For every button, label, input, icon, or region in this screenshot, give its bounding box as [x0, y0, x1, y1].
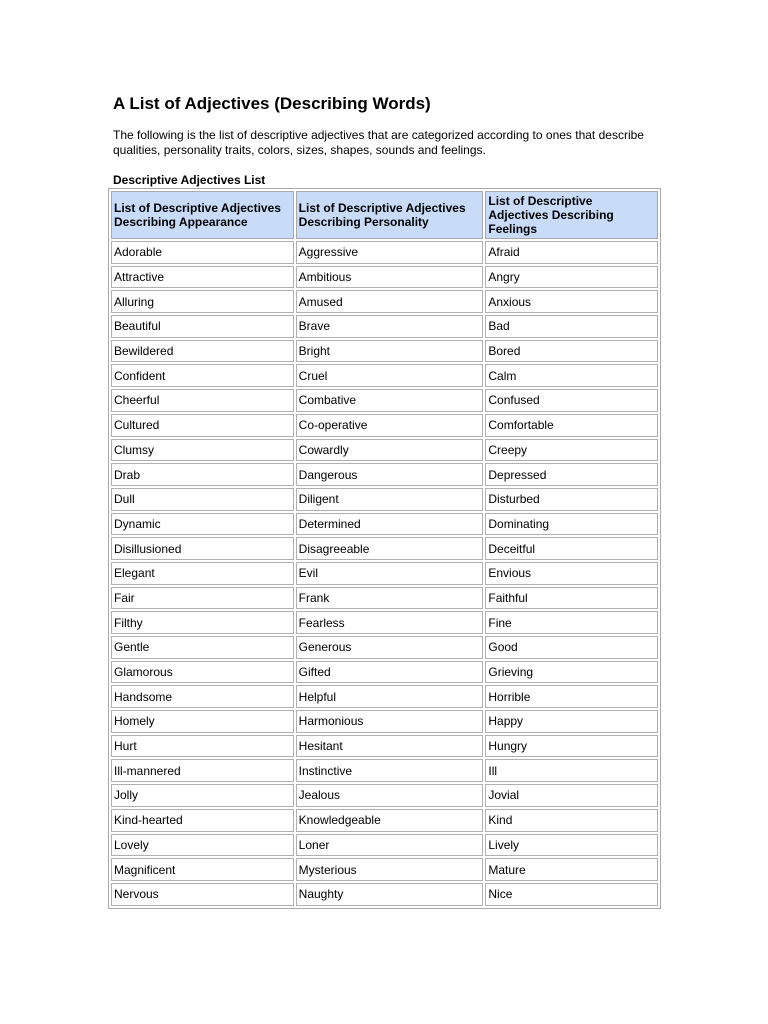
appearance-cell: Nervous: [111, 883, 294, 906]
table-row: [111, 883, 658, 906]
appearance-cell: Kind-hearted: [111, 809, 294, 832]
personality-cell: Determined: [296, 513, 484, 536]
table-row: [111, 685, 658, 708]
table-row: [111, 537, 658, 560]
appearance-cell: Hurt: [111, 735, 294, 758]
feelings-cell: Grieving: [485, 661, 658, 684]
personality-cell: Knowledgeable: [296, 809, 484, 832]
feelings-cell: Lively: [485, 834, 658, 857]
table-caption: Descriptive Adjectives List: [113, 173, 266, 187]
table-row: [111, 266, 658, 289]
appearance-cell: Beautiful: [111, 315, 294, 338]
personality-cell: Brave: [296, 315, 484, 338]
appearance-cell: Drab: [111, 463, 294, 486]
appearance-cell: Fair: [111, 587, 294, 610]
table-row: [111, 710, 658, 733]
appearance-cell: Dull: [111, 488, 294, 511]
feelings-cell: Creepy: [485, 439, 658, 462]
appearance-cell: Confident: [111, 364, 294, 387]
personality-cell: Helpful: [296, 685, 484, 708]
appearance-cell: Adorable: [111, 241, 294, 264]
table-body: [111, 241, 658, 906]
feelings-cell: Fine: [485, 611, 658, 634]
feelings-cell: Anxious: [485, 290, 658, 313]
personality-cell: Dangerous: [296, 463, 484, 486]
appearance-cell: Glamorous: [111, 661, 294, 684]
feelings-cell: Bad: [485, 315, 658, 338]
personality-cell: Generous: [296, 636, 484, 659]
appearance-cell: Homely: [111, 710, 294, 733]
appearance-cell: Magnificent: [111, 858, 294, 881]
appearance-cell: Lovely: [111, 834, 294, 857]
feelings-cell: Jovial: [485, 784, 658, 807]
table-row: [111, 735, 658, 758]
table-row: [111, 463, 658, 486]
appearance-cell: Cultured: [111, 414, 294, 437]
personality-cell: Disagreeable: [296, 537, 484, 560]
feelings-cell: Hungry: [485, 735, 658, 758]
appearance-cell: Attractive: [111, 266, 294, 289]
table-row: [111, 488, 658, 511]
table-header: [111, 191, 658, 239]
appearance-cell: Ill-mannered: [111, 759, 294, 782]
header-appearance: List of Descriptive Adjectives Describing Appearance: [111, 191, 294, 239]
appearance-cell: Dynamic: [111, 513, 294, 536]
header-feelings: List of Descriptive Adjectives Describing Feelings: [485, 191, 658, 239]
feelings-cell: Happy: [485, 710, 658, 733]
table-row: [111, 439, 658, 462]
table-row: [111, 562, 658, 585]
feelings-cell: Depressed: [485, 463, 658, 486]
personality-cell: Amused: [296, 290, 484, 313]
feelings-cell: Confused: [485, 389, 658, 412]
feelings-cell: Calm: [485, 364, 658, 387]
personality-cell: Co-operative: [296, 414, 484, 437]
personality-cell: Frank: [296, 587, 484, 610]
table-row: [111, 759, 658, 782]
feelings-cell: Angry: [485, 266, 658, 289]
personality-cell: Fearless: [296, 611, 484, 634]
personality-cell: Naughty: [296, 883, 484, 906]
intro-paragraph: The following is the list of descriptive adjectives that are categorized according to ones that describe qualities, personality traits, colors, sizes, shapes, sounds and feelings.: [113, 128, 644, 157]
feelings-cell: Nice: [485, 883, 658, 906]
table-row: [111, 587, 658, 610]
table-row: [111, 241, 658, 264]
header-row: [111, 191, 658, 239]
feelings-cell: Horrible: [485, 685, 658, 708]
table-row: [111, 389, 658, 412]
appearance-cell: Alluring: [111, 290, 294, 313]
personality-cell: Cowardly: [296, 439, 484, 462]
table-row: [111, 858, 658, 881]
feelings-cell: Disturbed: [485, 488, 658, 511]
personality-cell: Hesitant: [296, 735, 484, 758]
feelings-cell: Envious: [485, 562, 658, 585]
personality-cell: Mysterious: [296, 858, 484, 881]
feelings-cell: Comfortable: [485, 414, 658, 437]
table-row: [111, 513, 658, 536]
personality-cell: Loner: [296, 834, 484, 857]
table-row: [111, 290, 658, 313]
table-row: [111, 315, 658, 338]
personality-cell: Diligent: [296, 488, 484, 511]
appearance-cell: Bewildered: [111, 340, 294, 363]
feelings-cell: Afraid: [485, 241, 658, 264]
feelings-cell: Deceitful: [485, 537, 658, 560]
appearance-cell: Jolly: [111, 784, 294, 807]
personality-cell: Evil: [296, 562, 484, 585]
feelings-cell: Dominating: [485, 513, 658, 536]
feelings-cell: Kind: [485, 809, 658, 832]
table-row: [111, 784, 658, 807]
table-row: [111, 661, 658, 684]
feelings-cell: Mature: [485, 858, 658, 881]
table-row: [111, 636, 658, 659]
personality-cell: Bright: [296, 340, 484, 363]
appearance-cell: Gentle: [111, 636, 294, 659]
table-row: [111, 340, 658, 363]
personality-cell: Gifted: [296, 661, 484, 684]
personality-cell: Aggressive: [296, 241, 484, 264]
appearance-cell: Disillusioned: [111, 537, 294, 560]
table-row: [111, 364, 658, 387]
personality-cell: Cruel: [296, 364, 484, 387]
table-row: [111, 809, 658, 832]
feelings-cell: Ill: [485, 759, 658, 782]
personality-cell: Instinctive: [296, 759, 484, 782]
table-row: [111, 414, 658, 437]
header-personality: List of Descriptive Adjectives Describing Personality: [296, 191, 484, 239]
appearance-cell: Elegant: [111, 562, 294, 585]
table-row: [111, 834, 658, 857]
appearance-cell: Clumsy: [111, 439, 294, 462]
appearance-cell: Cheerful: [111, 389, 294, 412]
adjectives-table: [108, 188, 661, 909]
personality-cell: Jealous: [296, 784, 484, 807]
feelings-cell: Faithful: [485, 587, 658, 610]
appearance-cell: Filthy: [111, 611, 294, 634]
appearance-cell: Handsome: [111, 685, 294, 708]
personality-cell: Ambitious: [296, 266, 484, 289]
table-row: [111, 611, 658, 634]
page-title: A List of Adjectives (Describing Words): [113, 94, 431, 113]
personality-cell: Combative: [296, 389, 484, 412]
feelings-cell: Bored: [485, 340, 658, 363]
feelings-cell: Good: [485, 636, 658, 659]
personality-cell: Harmonious: [296, 710, 484, 733]
